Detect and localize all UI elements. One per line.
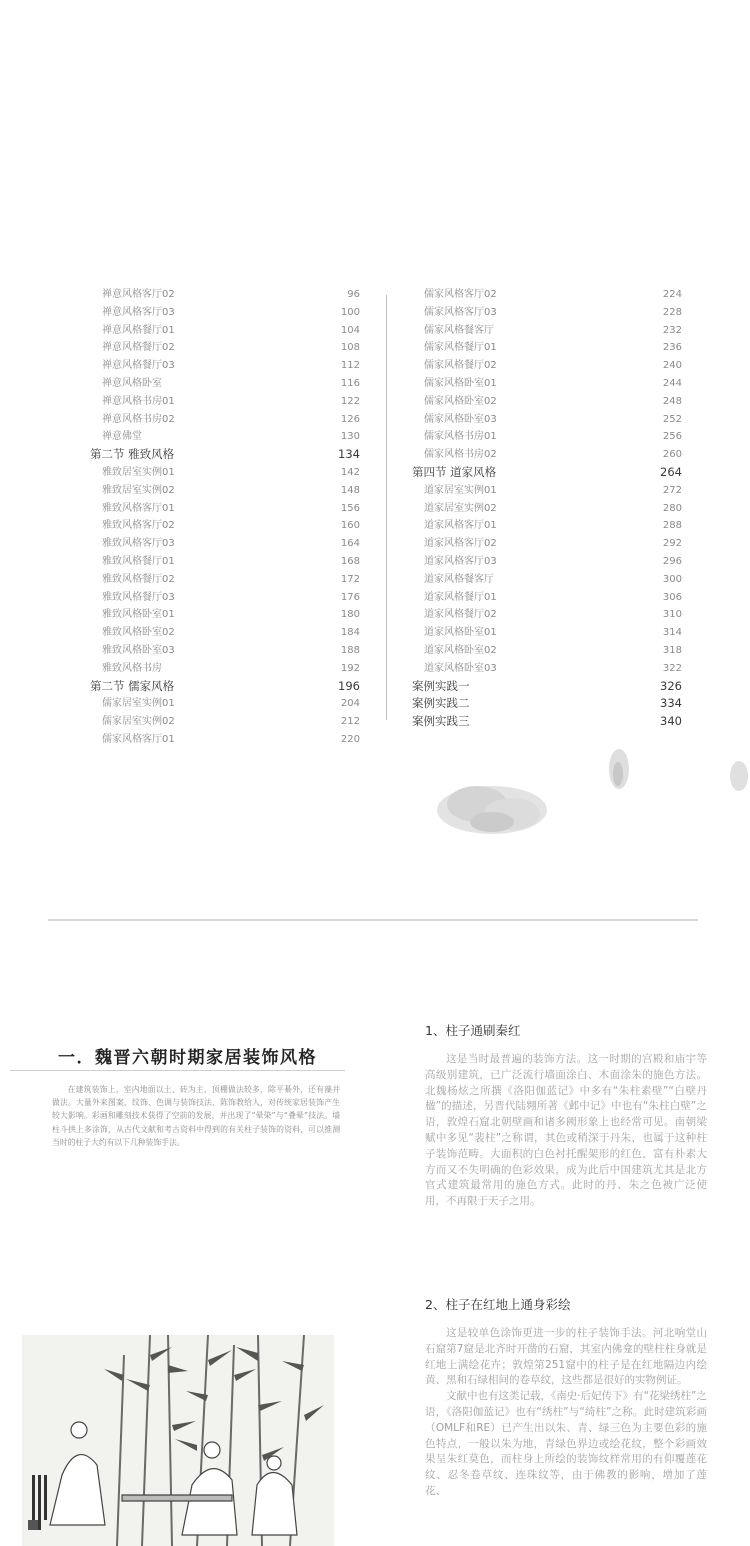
toc-entry-row	[90, 517, 360, 535]
section-heading-2: 2、柱子在红地上通身彩绘	[425, 1297, 571, 1312]
toc-entry-title: 禅意风格餐厅03	[102, 360, 175, 372]
toc-page-number: 296	[662, 555, 682, 567]
toc-entry-row	[90, 375, 360, 393]
toc-column-left	[90, 286, 360, 749]
toc-entry-title: 道家风格卧室03	[424, 662, 497, 674]
toc-page-number: 212	[340, 716, 360, 728]
toc-entry-row	[90, 660, 360, 678]
toc-page-number: 272	[662, 484, 682, 496]
toc-entry-title: 道家风格餐厅02	[424, 609, 497, 621]
toc-entry-row	[90, 339, 360, 357]
toc-entry-title: 雅致风格卧室02	[102, 627, 175, 639]
toc-entry-title: 禅意风格卧室	[102, 377, 162, 389]
toc-entry-title: 儒家风格餐厅02	[424, 360, 497, 372]
toc-entry-row	[412, 642, 682, 660]
toc-entry-row	[90, 606, 360, 624]
toc-page-number: 224	[662, 289, 682, 300]
toc-entry-title: 雅致风格客厅03	[102, 538, 175, 550]
toc-page-number: 228	[662, 306, 682, 318]
toc-entry-title: 雅致风格餐厅02	[102, 573, 175, 585]
toc-page-number: 292	[662, 538, 682, 550]
toc-page-number: 134	[338, 447, 360, 462]
section-heading-1: 1、柱子通刷秦红	[425, 1023, 521, 1038]
toc-page-number: 220	[340, 733, 360, 745]
toc-entry-row	[90, 553, 360, 571]
toc-entry-row	[412, 624, 682, 642]
toc-page-number: 96	[347, 289, 360, 300]
toc-page-number: 318	[662, 644, 682, 656]
toc-page-number: 288	[662, 520, 682, 532]
toc-entry-title: 雅致风格客厅02	[102, 520, 175, 532]
toc-entry-title: 第二节 儒家风格	[90, 678, 175, 693]
toc-entry-title: 雅致居室实例01	[102, 466, 175, 478]
toc-entry-row	[412, 660, 682, 678]
toc-entry-title: 第四节 道家风格	[412, 464, 497, 479]
toc-entry-title: 儒家风格客厅02	[424, 289, 497, 300]
toc-page-number: 252	[662, 413, 682, 425]
toc-page-number: 236	[662, 342, 682, 354]
toc-entry-row	[90, 624, 360, 642]
toc-entry-title: 儒家风格书房02	[424, 449, 497, 461]
toc-column-divider	[386, 295, 387, 720]
toc-page-number: 260	[662, 449, 682, 461]
toc-page-number: 184	[340, 627, 360, 639]
toc-entry-title: 禅意风格客厅03	[102, 306, 175, 318]
toc-section-row	[90, 678, 360, 696]
toc-page-number: 264	[660, 464, 682, 479]
toc-section-row	[412, 464, 682, 482]
toc-entry-title: 案例实践一	[412, 678, 470, 693]
toc-entry-title: 儒家风格客厅03	[424, 306, 497, 318]
toc-page-number: 314	[662, 627, 682, 639]
toc-entry-title: 儒家居室实例01	[102, 698, 175, 710]
toc-entry-row	[412, 482, 682, 500]
intro-paragraph: 在建筑装饰上，室内地面以土、砖为主，顶棚做法较多，除平綦外，还有藻井做法。大量外来图案、纹饰、色调与装饰技法、陈饰教给人，对传统家居装饰产生较大影响。彩画和雕刻技术获得了空前的发展，并出现了“晕染”与“叠晕”技法。墙柱斗拱上多涂饰，从古代文献和考古资料中得到的有关柱子装饰的资料，可以推测当时的柱子大约有以下几种装饰手法。	[52, 1085, 340, 1147]
section-2-body	[425, 1326, 707, 1546]
toc-entry-row	[412, 446, 682, 464]
toc-entry-title: 雅致风格卧室03	[102, 644, 175, 656]
ink-wash-decoration-edge	[725, 758, 750, 793]
toc-page-number: 112	[340, 360, 360, 372]
toc-page-number: 326	[660, 678, 682, 693]
ink-wash-decoration-small	[604, 744, 634, 794]
toc-entry-title: 禅意风格书房02	[102, 413, 175, 425]
toc-page-number: 176	[340, 591, 360, 603]
section-2-paragraph-1: 这是较单色涂饰更进一步的柱子装饰手法。河北响堂山石窟第7窟是北齐时开凿的石窟，其室内佛龛的壁柱柱身就是红地上满绘花卉；敦煌第251窟中的柱子是在红地隔边内绘黄、黑和石绿相间的卷草纹，这些都是很好的实物例证。	[425, 1327, 707, 1387]
toc-page-number: 334	[660, 696, 682, 711]
toc-entry-title: 道家风格卧室02	[424, 644, 497, 656]
toc-entry-title: 雅致风格卧室01	[102, 609, 175, 621]
toc-page-number: 232	[662, 324, 682, 336]
toc-entry-row	[412, 517, 682, 535]
toc-entry-title: 儒家风格客厅01	[102, 733, 175, 745]
toc-page-number: 122	[340, 395, 360, 407]
article-page	[0, 925, 750, 1546]
toc-entry-row	[90, 286, 360, 304]
toc-entry-row	[90, 731, 360, 749]
section-1-body	[425, 1052, 707, 1210]
toc-page-number: 192	[340, 662, 360, 674]
toc-section-row	[412, 695, 682, 713]
toc-entry-row	[90, 393, 360, 411]
bamboo-scholars-painting	[22, 1335, 334, 1546]
toc-entry-title: 禅意风格书房01	[102, 395, 175, 407]
toc-entry-row	[412, 322, 682, 340]
chapter-title-underline	[10, 1070, 345, 1071]
toc-entry-title: 儒家风格卧室01	[424, 377, 497, 389]
ink-wash-decoration	[432, 772, 552, 842]
toc-entry-row	[412, 375, 682, 393]
toc-entry-row	[412, 500, 682, 518]
toc-entry-title: 道家风格餐厅01	[424, 591, 497, 603]
toc-section-row	[412, 678, 682, 696]
toc-entry-title: 道家风格客厅01	[424, 520, 497, 532]
toc-page-number: 172	[340, 573, 360, 585]
toc-page-number: 142	[340, 466, 360, 478]
toc-entry-row	[90, 428, 360, 446]
ink-painting-illustration	[22, 1335, 334, 1546]
toc-entry-title: 第二节 雅致风格	[90, 447, 175, 462]
toc-page-number: 244	[662, 377, 682, 389]
toc-entry-title: 道家居室实例02	[424, 502, 497, 514]
toc-entry-row	[90, 713, 360, 731]
toc-entry-row	[90, 642, 360, 660]
toc-entry-title: 雅致风格书房	[102, 662, 162, 674]
toc-entry-row	[90, 357, 360, 375]
toc-page-number: 322	[662, 662, 682, 674]
toc-page-number: 340	[660, 714, 682, 729]
toc-page-number: 130	[340, 431, 360, 443]
toc-page-number: 160	[340, 520, 360, 532]
toc-entry-row	[90, 411, 360, 429]
toc-page-number: 280	[662, 502, 682, 514]
toc-entry-row	[90, 304, 360, 322]
toc-section-row	[90, 446, 360, 464]
toc-entry-title: 儒家风格卧室03	[424, 413, 497, 425]
toc-entry-row	[412, 571, 682, 589]
toc-entry-row	[90, 322, 360, 340]
toc-entry-row	[412, 393, 682, 411]
toc-entry-title: 案例实践二	[412, 696, 470, 711]
toc-page-number: 188	[340, 644, 360, 656]
toc-entry-title: 禅意佛堂	[102, 431, 142, 443]
toc-entry-row	[412, 304, 682, 322]
toc-page-number: 310	[662, 609, 682, 621]
section-1-paragraph: 这是当时最普遍的装饰方法。这一时期的宫殿和庙宇等高级别建筑，已广泛流行墙面涂白、木面涂朱的施色方法。北魏杨炫之所撰《洛阳伽蓝记》中多有“朱柱素壁”“白壁丹楹”的描述，另晋代陆翙所著《邺中记》中也有“朱柱白壁”之语，敦煌石窟北朝壁画和诸多阙形象上也经常可见。南朝梁赋中多见“裴柱”之称谓，其色或稍深于丹朱，也属于这种柱子装饰范畴。大面积的白色衬托醒架形的红色，富有朴素大方而又不失明确的色彩效果，成为此后中国建筑尤其是北方官式建筑最常用的施色方式。此时的丹、朱之色被广泛使用，不再限于天子之用。	[425, 1053, 707, 1208]
toc-page-number: 168	[340, 555, 360, 567]
toc-entry-row	[412, 428, 682, 446]
toc-entry-title: 禅意风格餐厅01	[102, 324, 175, 336]
toc-entry-row	[90, 571, 360, 589]
toc-entry-row	[90, 589, 360, 607]
toc-section-row	[412, 713, 682, 731]
toc-page-number: 104	[340, 324, 360, 336]
chapter-title: 一．魏晋六朝时期家居装饰风格	[58, 1048, 317, 1068]
toc-entry-row	[412, 535, 682, 553]
toc-page-number: 180	[340, 609, 360, 621]
toc-entry-title: 儒家风格书房01	[424, 431, 497, 443]
toc-entry-title: 案例实践三	[412, 714, 470, 729]
toc-entry-title: 道家风格客厅02	[424, 538, 497, 550]
toc-page-number: 148	[340, 484, 360, 496]
toc-page-number: 256	[662, 431, 682, 443]
toc-entry-title: 雅致居室实例02	[102, 484, 175, 496]
toc-entry-title: 雅致风格餐厅03	[102, 591, 175, 603]
toc-entry-title: 禅意风格餐厅02	[102, 342, 175, 354]
toc-entry-row	[412, 286, 682, 304]
page-separator	[48, 919, 698, 921]
toc-column-right	[412, 286, 682, 731]
toc-page-number: 204	[340, 698, 360, 710]
toc-page-number: 116	[340, 377, 360, 389]
toc-entry-title: 道家风格卧室01	[424, 627, 497, 639]
toc-entry-row	[90, 500, 360, 518]
toc-entry-row	[412, 411, 682, 429]
toc-page-number: 126	[340, 413, 360, 425]
toc-page-number: 100	[340, 306, 360, 318]
toc-page-number: 300	[662, 573, 682, 585]
toc-page-number: 306	[662, 591, 682, 603]
toc-entry-title: 儒家风格卧室02	[424, 395, 497, 407]
toc-entry-row	[412, 339, 682, 357]
toc-entry-row	[412, 553, 682, 571]
section-2-paragraph-2: 文献中也有这类记载，《南史·后妃传下》有“花梁绣柱”之语，《洛阳伽蓝记》也有“绣柱”与“绮柱”之称。此时建筑彩画（OMLF和RE）已产生出以朱、青、绿三色为主要色彩的施色特点，一般以朱为地，青绿色界边或绘花纹，整个彩画效果呈朱红莫色，而柱身上所绘的装饰纹样常用的有仰覆莲花纹、忍冬卷草纹、连珠纹等，由于佛教的影响，增加了莲花、	[425, 1390, 707, 1497]
toc-page-number: 164	[340, 538, 360, 550]
toc-entry-title: 儒家居室实例02	[102, 716, 175, 728]
toc-entry-title: 道家居室实例01	[424, 484, 497, 496]
toc-entry-title: 儒家风格餐客厅	[424, 324, 494, 336]
toc-entry-row	[90, 535, 360, 553]
toc-page-number: 240	[662, 360, 682, 372]
toc-entry-title: 禅意风格客厅02	[102, 289, 175, 300]
toc-entry-row	[412, 606, 682, 624]
toc-entry-row	[90, 464, 360, 482]
toc-entry-title: 雅致风格餐厅01	[102, 555, 175, 567]
toc-entry-row	[412, 589, 682, 607]
toc-entry-row	[412, 357, 682, 375]
toc-entry-row	[90, 695, 360, 713]
toc-entry-title: 儒家风格餐厅01	[424, 342, 497, 354]
toc-entry-title: 道家风格客厅03	[424, 555, 497, 567]
toc-page-number: 196	[338, 678, 360, 693]
toc-entry-row	[90, 482, 360, 500]
toc-page-number: 156	[340, 502, 360, 514]
toc-entry-title: 雅致风格客厅01	[102, 502, 175, 514]
toc-page-number: 108	[340, 342, 360, 354]
toc-page-number: 248	[662, 395, 682, 407]
toc-entry-title: 道家风格餐客厅	[424, 573, 494, 585]
